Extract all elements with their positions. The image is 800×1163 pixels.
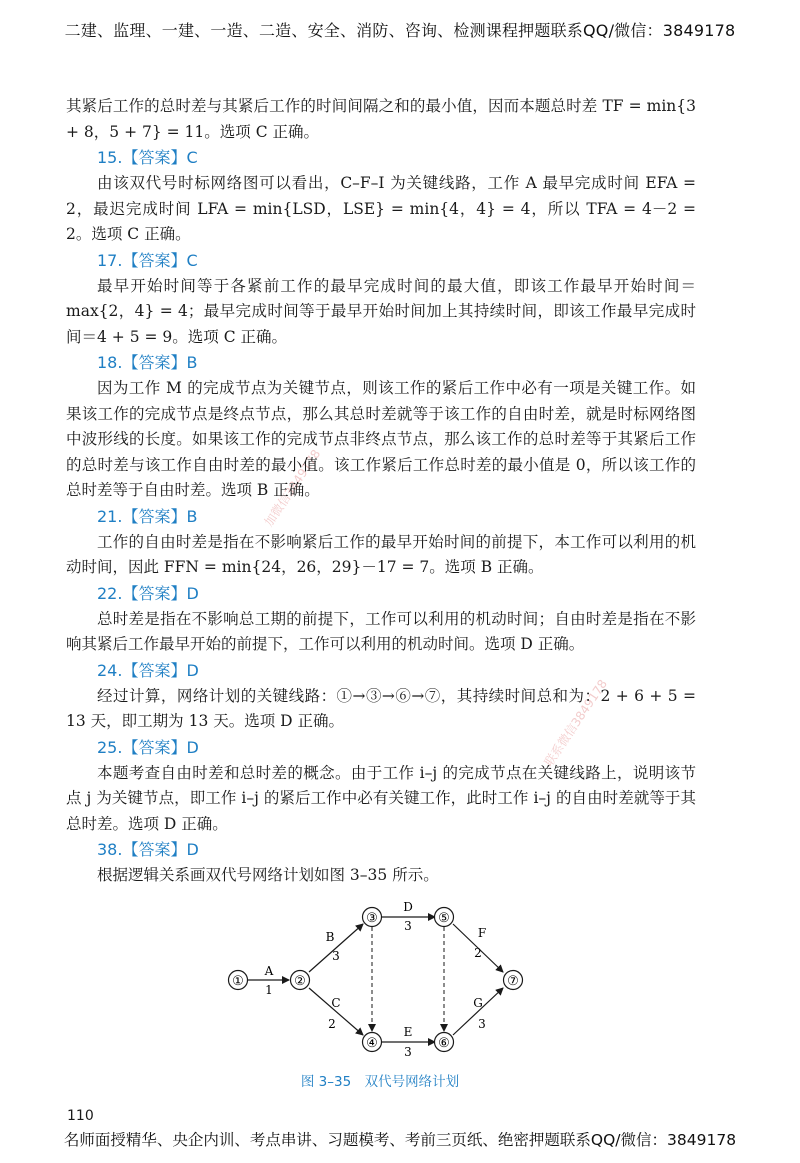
paragraph-continued: 其紧后工作的总时差与其紧后工作的时间间隔之和的最小值，因而本题总时差 TF = min{3 + 8，5 + 7} = 11。选项 C 正确。 <box>66 97 696 141</box>
answer-heading-25: 25.【答案】D <box>97 737 199 757</box>
explanation-18: 因为工作 M 的完成节点为关键节点，则该工作的紧后工作中必有一项是关键工作。如果该工作的完成节点是终点节点，那么其总时差就等于该工作的自由时差，就是时标网络图中波形线的长度。如果该工作的完成节点非终点节点，那么该工作的总时差等于其紧后工作的总时差与该工作自由时差的最小值。该工作紧后工作总时差的最小值是 0，所以该工作的总时差等于自由时差。选项 B 正确。 <box>66 379 696 499</box>
explanation-24: 经过计算，网络计划的关键线路：①→③→⑥→⑦，其持续时间总和为：2 + 6 + 5 = 13 天，即工期为 13 天。选项 D 正确。 <box>66 686 696 730</box>
activity-a-name: A <box>264 964 274 978</box>
watermark-left: 加微信3849178 <box>261 446 324 529</box>
node-4: ④ <box>366 1036 378 1051</box>
answer-heading-38: 38.【答案】D <box>97 840 199 859</box>
explanation-22: 总时差是指在不影响总工期的前提下，工作可以利用的机动时间；自由时差是指在不影响其紧后工作最早开始的前提下，工作可以利用的机动时间。选项 D 正确。 <box>66 609 696 653</box>
explanation-25: 本题考查自由时差和总时差的概念。由于工作 i–j 的完成节点在关键线路上，说明该节点 j 为关键节点，即工作 i–j 的紧后工作中必有关键工作，此时工作 i–j 的自由时差就等于其总时差。选项 D 正确。 <box>66 763 696 833</box>
activity-b-duration: 3 <box>332 949 340 963</box>
answer-heading-21: 21.【答案】B <box>97 506 198 526</box>
explanation-17: 最早开始时间等于各紧前工作的最早完成时间的最大值，即该工作最早开始时间＝max{2，4} = 4；最早完成时间等于最早开始时间加上其持续时间，即该工作最早完成时间＝4 + 5 = 9。选项 C 正确。 <box>66 276 696 346</box>
node-6: ⑥ <box>438 1036 450 1051</box>
explanation-15: 由该双代号时标网络图可以看出，C–F–I 为关键线路，工作 A 最早完成时间 EFA = 2，最迟完成时间 LFA = min{LSD，LSE} = min{4，4} = 4，所以 TFA = 4－2 = 2。选项 C 正确。 <box>66 174 696 243</box>
activity-g-name: G <box>473 996 483 1010</box>
activity-f-name: F <box>477 926 487 940</box>
answer-content <box>66 94 696 889</box>
activity-c-duration: 2 <box>328 1017 336 1031</box>
activity-a-duration: 1 <box>265 983 273 997</box>
activity-e-name: E <box>403 1025 413 1039</box>
activity-d-name: D <box>403 900 413 914</box>
node-7: ⑦ <box>507 974 519 989</box>
activity-e-duration: 3 <box>404 1045 412 1059</box>
activity-b-name: B <box>325 930 335 944</box>
figure-caption: 图 3–35 双代号网络计划 <box>300 1074 460 1090</box>
activity-f-duration: 2 <box>474 946 482 960</box>
answer-heading-17: 17.【答案】C <box>97 250 198 270</box>
node-3: ③ <box>366 911 378 926</box>
explanation-38: 根据逻辑关系画双代号网络计划如图 3–35 所示。 <box>97 866 439 884</box>
arrow-b <box>309 924 363 972</box>
watermark-right: 联系微信3849178 <box>541 677 610 769</box>
node-1: ① <box>232 974 244 989</box>
answer-heading-22: 22.【答案】D <box>97 583 199 603</box>
explanation-21: 工作的自由时差是指在不影响紧后工作的最早开始时间的前提下，本工作可以利用的机动时间，因此 FFN = min{24，26，29}－17 = 7。选项 B 正确。 <box>66 532 696 576</box>
activity-g-duration: 3 <box>478 1017 486 1031</box>
node-5: ⑤ <box>438 911 450 926</box>
answer-heading-18: 18.【答案】B <box>97 353 198 372</box>
answer-heading-15: 15.【答案】C <box>97 148 198 167</box>
activity-c-name: C <box>331 996 341 1010</box>
page-footer: 名师面授精华、央企内训、考点串讲、习题模考、考前三页纸、绝密押题联系QQ/微信：3849178 <box>63 1131 737 1149</box>
page-number: 110 <box>67 1108 94 1124</box>
node-2: ② <box>294 974 306 989</box>
page-header: 二建、监理、一建、一造、二造、安全、消防、咨询、检测课程押题联系QQ/微信：3849178 <box>64 21 736 40</box>
answer-heading-24: 24.【答案】D <box>97 660 199 680</box>
activity-d-duration: 3 <box>404 919 412 933</box>
network-diagram <box>220 895 540 1065</box>
